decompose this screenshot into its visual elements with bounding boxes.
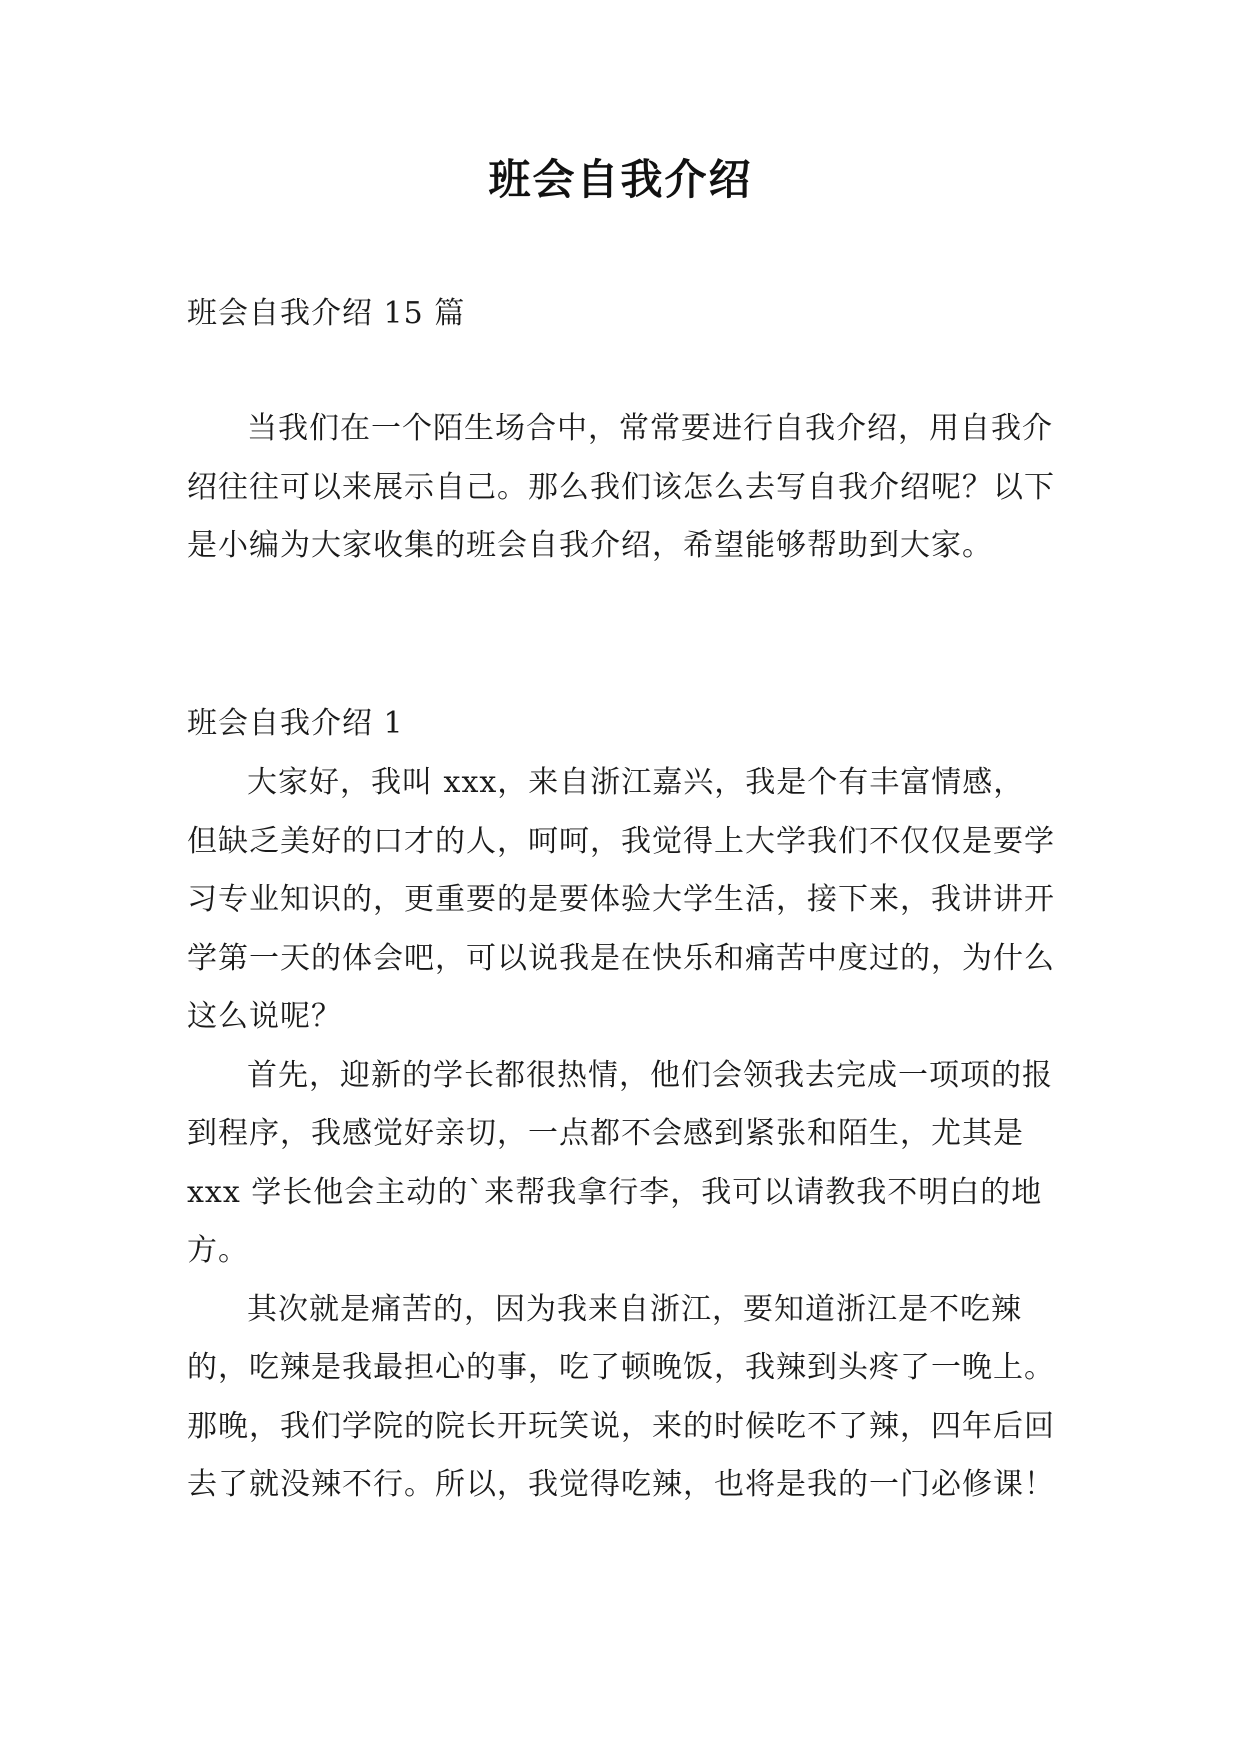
intro-paragraph: 当我们在一个陌生场合中，常常要进行自我介绍，用自我介绍往往可以来展示自己。那么我们该怎么去写自我介绍呢？以下是小编为大家收集的班会自我介绍，希望能够帮助到大家。 (187, 411, 1055, 563)
document-title: 班会自我介绍 (488, 155, 753, 204)
body-paragraph: 大家好，我叫 xxx，来自浙江嘉兴，我是个有丰富情感，但缺乏美好的口才的人，呵呵，我觉得上大学我们不仅仅是要学习专业知识的，更重要的是要体验大学生活，接下来，我讲讲开学第一天的体会吧，可以说我是在快乐和痛苦中度过的，为什么这么说呢？ (187, 765, 1055, 1034)
section-body-1 (187, 754, 1055, 1515)
document-subtitle: 班会自我介绍 15 篇 (187, 296, 466, 331)
body-paragraph: 首先，迎新的学长都很热情，他们会领我去完成一项项的报到程序，我感觉好亲切，一点都不会感到紧张和陌生，尤其是 xxx 学长他会主动的`来帮我拿行李，我可以请教我不明白的地方。 (187, 1057, 1053, 1268)
section-heading-1: 班会自我介绍 1 (187, 706, 404, 741)
body-paragraph: 其次就是痛苦的，因为我来自浙江，要知道浙江是不吃辣的，吃辣是我最担心的事，吃了顿晚饭，我辣到头疼了一晚上。那晚，我们学院的院长开玩笑说，来的时候吃不了辣，四年后回去了就没辣不行。所以，我觉得吃辣，也将是我的一门必修课！ (187, 1291, 1055, 1502)
